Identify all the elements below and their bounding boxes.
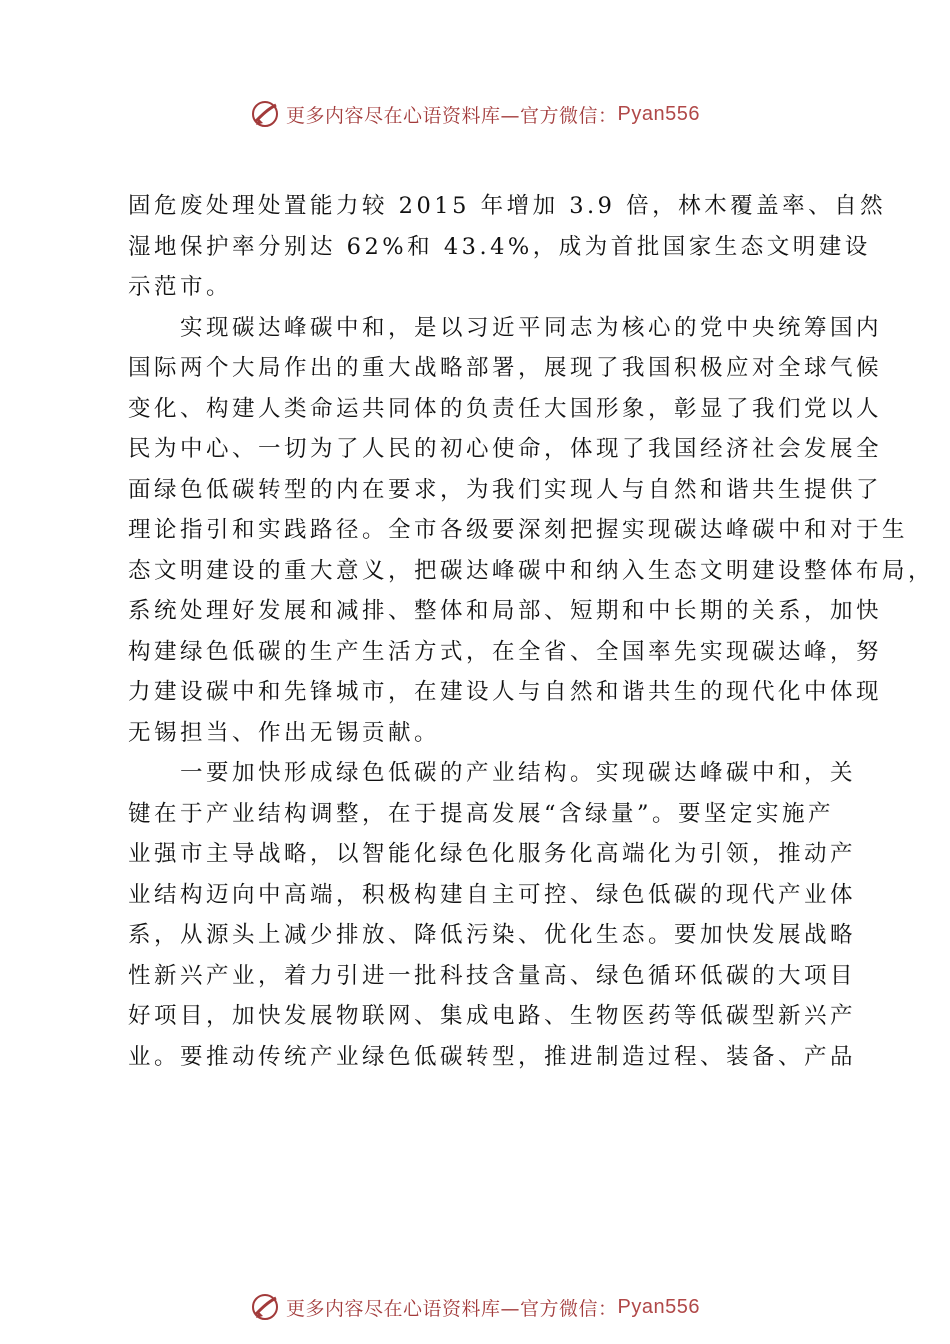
header-wechat-id: Pyan556 <box>617 102 700 125</box>
text-line: 力建设碳中和先锋城市，在建设人与自然和谐共生的现代化中体现 <box>128 679 883 705</box>
header-banner <box>0 92 950 136</box>
pen-logo-icon <box>250 1292 280 1322</box>
text-line: 态文明建设的重大意义，把碳达峰碳中和纳入生态文明建设整体布局， <box>128 557 935 584</box>
text-line: 业。要推动传统产业绿色低碳转型，推进制造过程、装备、产品 <box>128 1043 857 1070</box>
text-line: 构建绿色低碳的生产生活方式，在全省、全国率先实现碳达峰，努 <box>128 638 883 665</box>
pen-logo-icon <box>250 99 280 129</box>
text-line: 业结构迈向中高端，积极构建自主可控、绿色低碳的现代产业体 <box>128 881 857 908</box>
text-line: 国际两个大局作出的重大战略部署，展现了我国积极应对全球气候 <box>128 355 883 381</box>
text-line: 面绿色低碳转型的内在要求，为我们实现人与自然和谐共生提供了 <box>128 476 883 503</box>
text-line: 变化、构建人类命运共同体的负责任大国形象，彰显了我们党以人 <box>128 395 883 422</box>
footer-banner <box>0 1285 950 1329</box>
text-line: 键在于产业结构调整，在于提高发展“含绿量”。要坚定实施产 <box>128 800 835 827</box>
text-line: 无锡担当、作出无锡贡献。 <box>128 719 441 746</box>
text-line: 理论指引和实践路径。全市各级要深刻把握实现碳达峰碳中和对于生 <box>128 517 909 543</box>
text-line: 民为中心、一切为了人民的初心使命，体现了我国经济社会发展全 <box>128 436 883 462</box>
text-line: 一要加快形成绿色低碳的产业结构。实现碳达峰碳中和，关 <box>180 760 857 786</box>
header-text: 更多内容尽在心语资料库—官方微信： <box>286 104 618 127</box>
footer-wechat-id: Pyan556 <box>617 1295 700 1318</box>
document-body <box>128 186 935 1077</box>
text-line: 系统处理好发展和减排、整体和局部、短期和中长期的关系，加快 <box>128 598 883 624</box>
text-line: 业强市主导战略，以智能化绿色化服务化高端化为引领，推动产 <box>128 841 857 867</box>
text-line: 性新兴产业，着力引进一批科技含量高、绿色循环低碳的大项目 <box>128 962 857 989</box>
text-line: 系，从源头上减少排放、降低污染、优化生态。要加快发展战略 <box>128 922 857 948</box>
text-line: 湿地保护率分别达 62%和 43.4%，成为首批国家生态文明建设 <box>128 233 871 260</box>
text-line: 实现碳达峰碳中和，是以习近平同志为核心的党中央统筹国内 <box>180 314 883 341</box>
footer-text: 更多内容尽在心语资料库—官方微信： <box>286 1297 618 1320</box>
text-line: 固危废处理处置能力较 2015 年增加 3.9 倍，林木覆盖率、自然 <box>128 193 887 219</box>
text-line: 好项目，加快发展物联网、集成电路、生物医药等低碳型新兴产 <box>128 1003 857 1029</box>
text-line: 示范市。 <box>128 274 233 300</box>
